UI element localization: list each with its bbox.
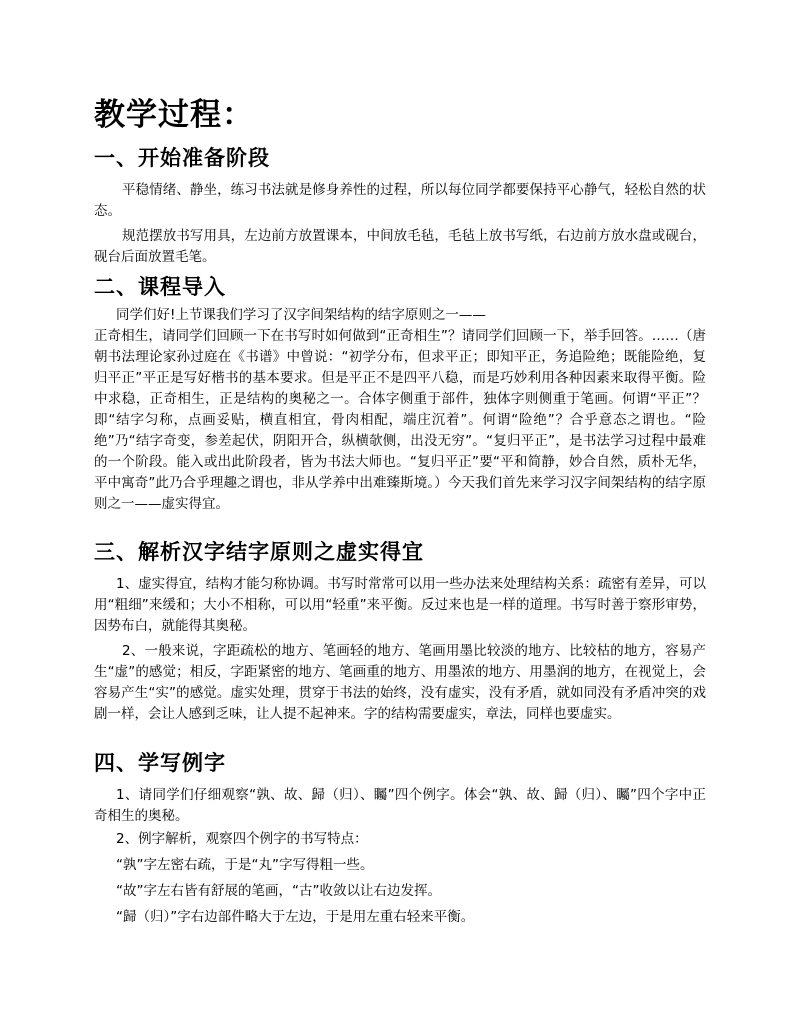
page-title: 教学过程： (94, 97, 254, 133)
section-heading-4: 四、学写例字 (94, 750, 226, 775)
section-heading-3: 三、解析汉字结字原则之虚实得宜 (94, 539, 424, 564)
paragraph-4-1: 1、请同学们仔细观察“孰、故、歸（归）、矚”四个例字。体会“孰、故、歸（归）、矚”四个字中正奇相生的奥秘。 (94, 787, 706, 824)
paragraph-1-2: 规范摆放书写用具，左边前方放置课本，中间放毛毡，毛毡上放书写纸，右边前方放水盘或砚台，砚台后面放置毛笔。 (94, 228, 706, 265)
paragraph-4-3: “孰”字左密右疏，于是“丸”字写得粗一些。 (116, 857, 374, 873)
paragraph-4-5: “歸（归）”字右边部件略大于左边，于是用左重右轻来平衡。 (116, 909, 475, 925)
paragraph-3-1: 1、虚实得宜，结构才能匀称协调。书写时常常可以用一些办法来处理结构关系：疏密有差异，可以用“粗细”来缓和；大小不相称，可以用“轻重”来平衡。反过来也是一样的道理。书写时善于察形审势，因势布白，就能得其奥秘。 (94, 576, 706, 634)
paragraph-1-1: 平稳情绪、静坐，练习书法就是修身养性的过程，所以每位同学都要保持平心静气，轻松自然的状态。 (94, 182, 706, 219)
section-heading-2: 二、课程导入 (94, 274, 226, 299)
paragraph-4-2: 2、例字解析，观察四个例字的书写特点： (116, 831, 368, 847)
paragraph-4-4: “故”字左右皆有舒展的笔画，“古”收敛以让右边发挥。 (116, 883, 441, 899)
paragraph-3-2: 2、一般来说，字距疏松的地方、笔画轻的地方、笔画用墨比较淡的地方、比较枯的地方，容易产生“虚”的感觉；相反，字距紧密的地方、笔画重的地方、用墨浓的地方、用墨润的地方，在视觉上，会容易产生“实”的感觉。虚实处理，贯穿于书法的始终，没有虚实，没有矛盾，就如同没有矛盾冲突的戏剧一样，会让人感到乏味，让人提不起神来。字的结构需要虚实，章法，同样也要虚实。 (94, 643, 706, 722)
paragraph-2-2: 正奇相生，请同学们回顾一下在书写时如何做到“正奇相生”？请同学们回顾一下，举手回答。……（唐朝书法理论家孙过庭在《书谱》中曾说：“初学分布，但求平正；即知平正，务追险绝；既能险绝，复归平正”平正是写好楷书的基本要求。但是平正不是四平八稳，而是巧妙利用各种因素来取得平衡。险中求稳，正奇相生，正是结构的奥秘之一。合体字侧重于部件，独体字则侧重于笔画。何谓“平正”？即“结字匀称，点画妥贴，横直相宜，骨肉相配，端庄沉着”。何谓“险绝”？合乎意态之谓也。“险绝”乃“结字奇变，参差起伏，阴阳开合，纵横欹侧，出没无穷”。“复归平正”，是书法学习过程中最难的一个阶段。能入或出此阶段者，皆为书法大师也。“复归平正”要“平和简静，妙合自然，质朴无华，平中寓奇”此乃合乎理趣之谓也，非从学养中出难臻斯境。）今天我们首先来学习汉字间架结构的结字原则之一——虚实得宜。 (94, 328, 706, 512)
section-heading-1: 一、开始准备阶段 (94, 145, 270, 170)
paragraph-2-1: 同学们好!上节课我们学习了汉字间架结构的结字原则之一—— (116, 307, 486, 323)
